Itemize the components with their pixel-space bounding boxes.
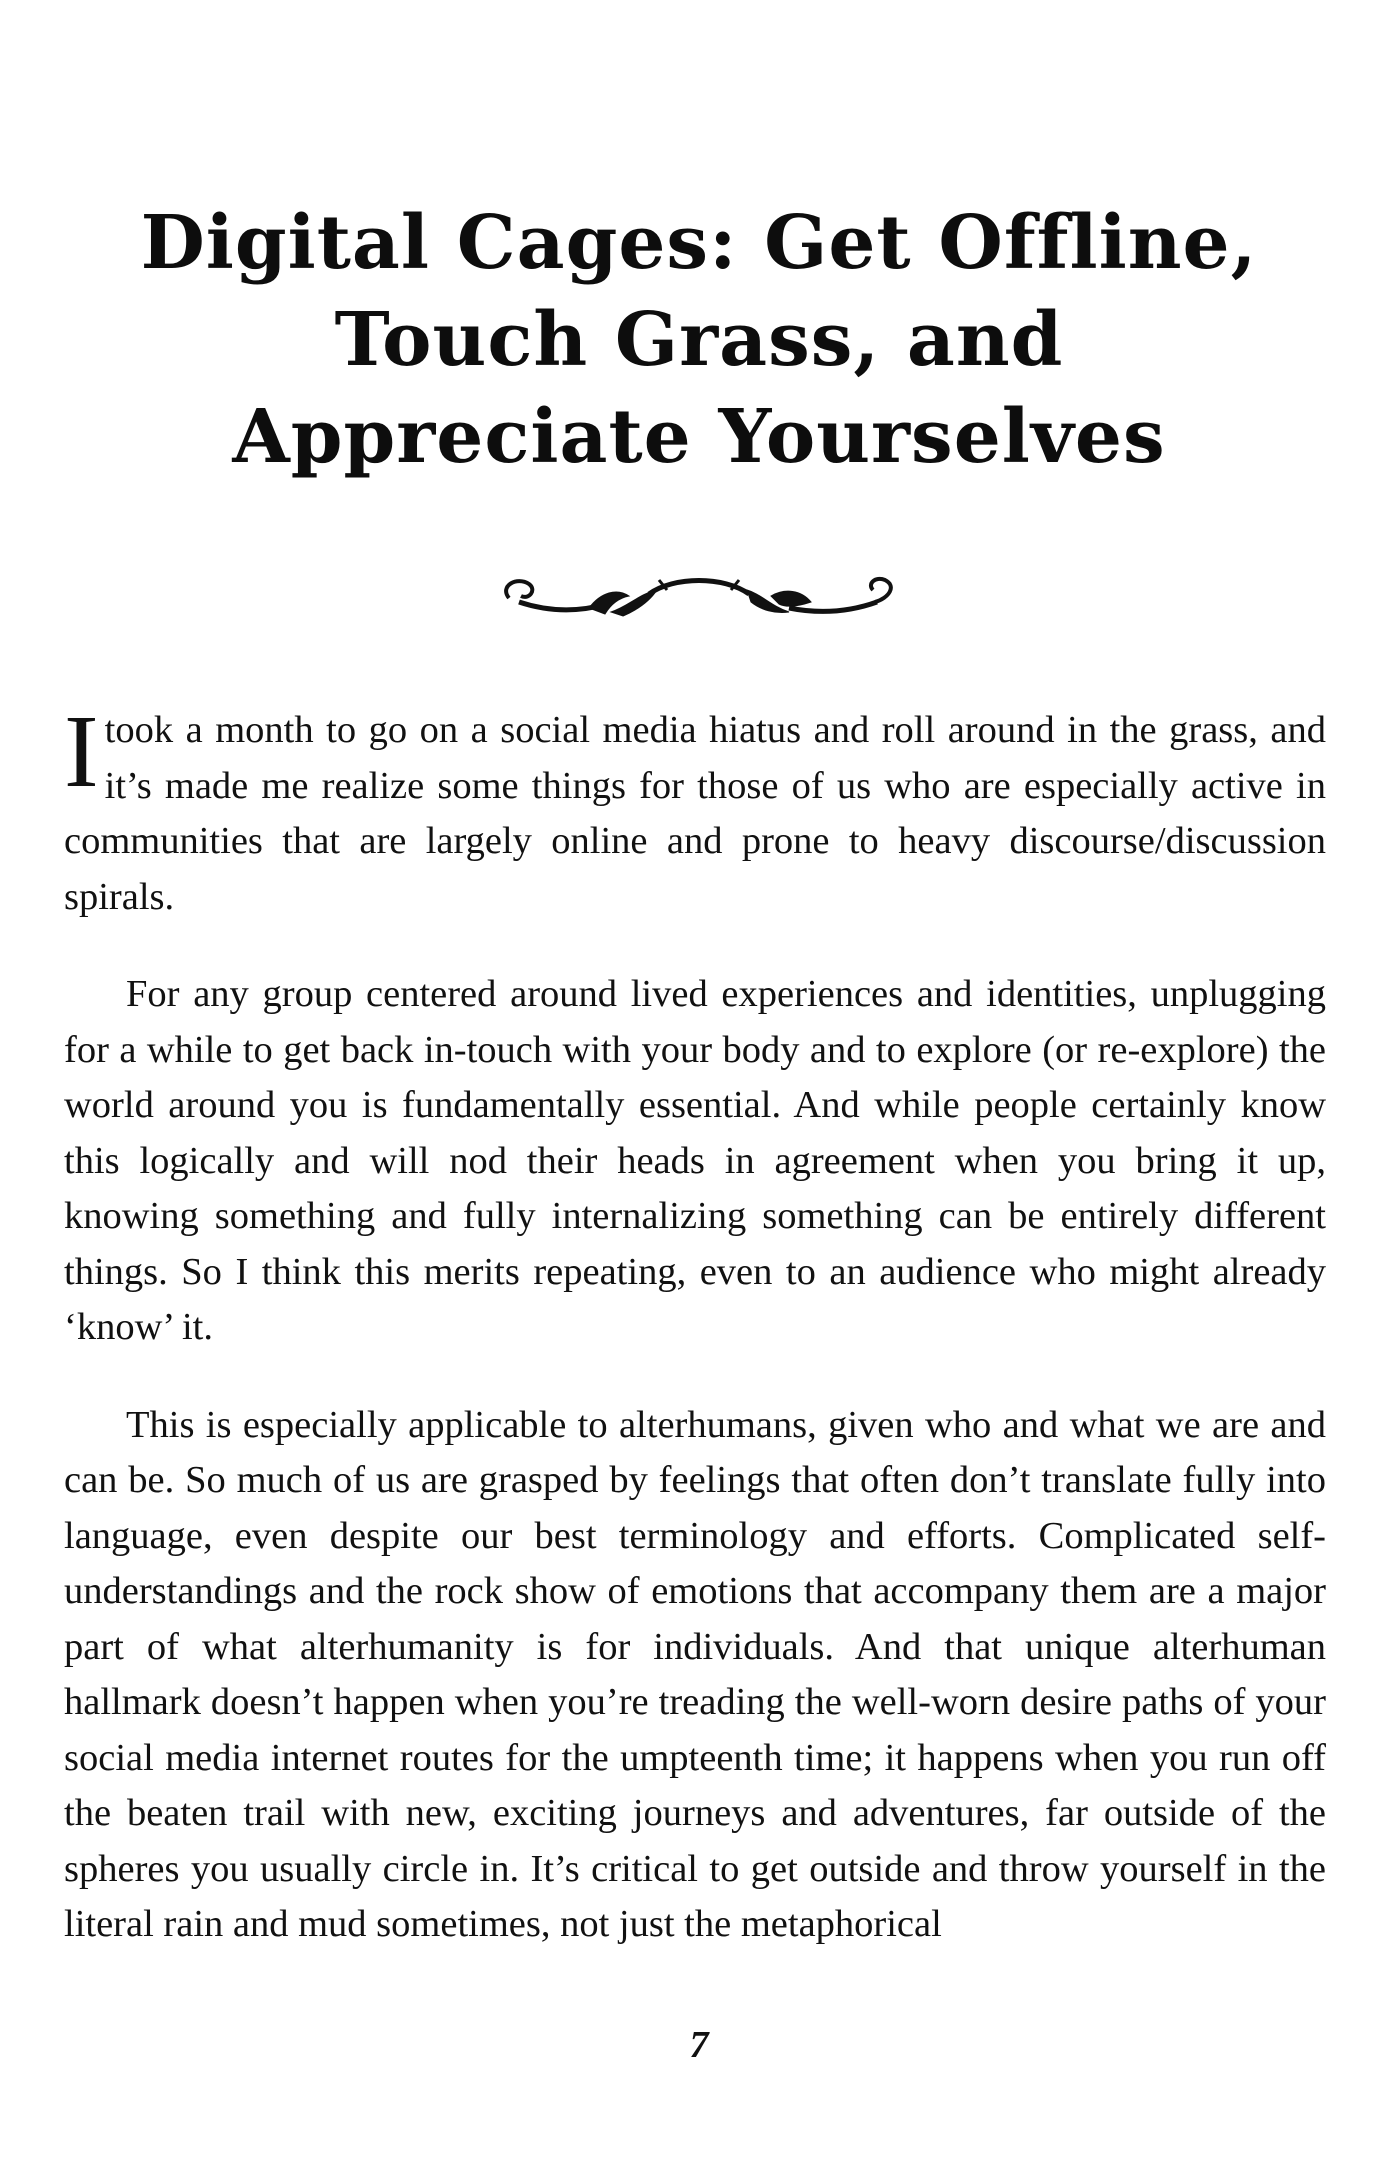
page-number: 7	[689, 2024, 709, 2066]
drop-cap: I	[64, 694, 99, 809]
paragraph-1	[64, 694, 1326, 925]
paragraph-2: For any group centered around lived experiences and identities, unplugging for a while to get back in-touch with your body and to explore (or re-explore) the world around you is fundamentally essential. And while people certainly know this logically and will nod their heads in agreement when you bring it up, knowing something and fully internalizing something can be entirely different things. So I think this merits repeating, even to an audience who might already ‘know’ it.	[64, 973, 1326, 1348]
decorative-flourish-icon	[489, 568, 909, 628]
body-text	[64, 694, 1326, 1953]
paragraph-1-text: took a month to go on a social media hiatus and roll around in the grass, and it’s made me realize some things for those of us who are especially active in communities that are largely online and prone to heavy discourse/discussion spirals.	[64, 709, 1326, 918]
chapter-title-line-1: Digital Cages: Get Offline,	[140, 200, 1258, 286]
chapter-title-line-2: Touch Grass, and	[334, 297, 1064, 383]
paragraph-3: This is especially applicable to alterhumans, given who and what we are and can be. So much of us are grasped by feelings that often don’t translate fully into language, even despite our best terminology and efforts. Complicated self-understandings and the rock show of emotions that accompany them are a major part of what alterhumanity is for individuals. And that unique alterhuman hallmark doesn’t happen when you’re treading the well-worn desire paths of your social media internet routes for the umpteenth time; it happens when you run off the beaten trail with new, exciting journeys and adventures, far outside of the spheres you usually circle in. It’s critical to get outside and throw yourself in the literal rain and mud sometimes, not just the metaphorical	[64, 1403, 1326, 1945]
chapter-title-line-3: Appreciate Yourselves	[232, 394, 1166, 480]
chapter-title	[60, 195, 1338, 486]
